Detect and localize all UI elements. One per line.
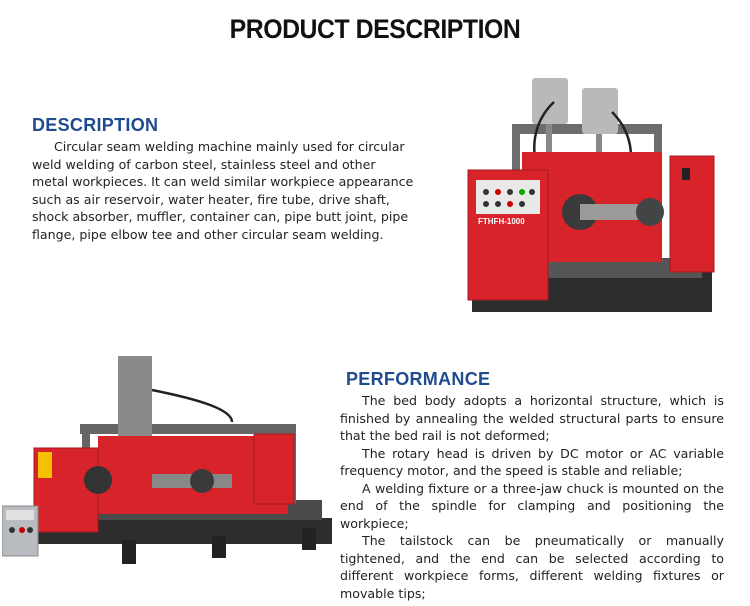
performance-text bbox=[340, 392, 724, 602]
performance-paragraph-1: The bed body adopts a horizontal structure, which is finished by annealing the welded structural parts to ensure that the bed rail is not deformed; bbox=[340, 393, 724, 443]
tailstock-cabinet bbox=[670, 156, 714, 272]
pendant-control bbox=[38, 452, 52, 478]
control-panel bbox=[476, 180, 540, 214]
performance-paragraph-2: The rotary head is driven by DC motor or AC variable frequency motor, and the speed is stable and reliable; bbox=[340, 445, 724, 478]
tailstock-cabinet bbox=[254, 434, 294, 504]
welding-head-1 bbox=[532, 78, 568, 124]
gantry-beam bbox=[80, 424, 296, 434]
performance-heading: PERFORMANCE bbox=[346, 369, 491, 389]
description-text bbox=[32, 138, 414, 243]
performance-paragraph-4: The tailstock can be pneumatically or manually tightened, and the end can be selected according to different workpiece forms, different welding fixtures or movable tips; bbox=[340, 533, 724, 601]
description-paragraph: Circular seam welding machine mainly used for circular weld welding of carbon steel, stainless steel and other metal workpieces. It can weld similar workpiece appearance such as air reservoir, water heater, fire tube, drive shaft, shock absorber, muffler, container can, pipe butt joint, pipe flange, pipe elbow tee and other circular seam welding. bbox=[32, 139, 414, 242]
welding-head-2 bbox=[582, 88, 618, 134]
chuck bbox=[84, 466, 112, 494]
welding-machine-image-1 bbox=[462, 72, 724, 318]
cable bbox=[152, 390, 232, 422]
panel-label: FTHFH-1000 bbox=[478, 217, 525, 226]
description-heading: DESCRIPTION bbox=[32, 115, 159, 135]
page-title: PRODUCT DESCRIPTION bbox=[229, 14, 521, 44]
welding-machine-image-2 bbox=[2, 350, 336, 578]
welding-column bbox=[118, 356, 152, 446]
performance-paragraph-3: A welding fixture or a three-jaw chuck is mounted on the end of the spindle for clamping and positioning the workpiece; bbox=[340, 480, 724, 531]
tailstock-wheel bbox=[636, 198, 664, 226]
